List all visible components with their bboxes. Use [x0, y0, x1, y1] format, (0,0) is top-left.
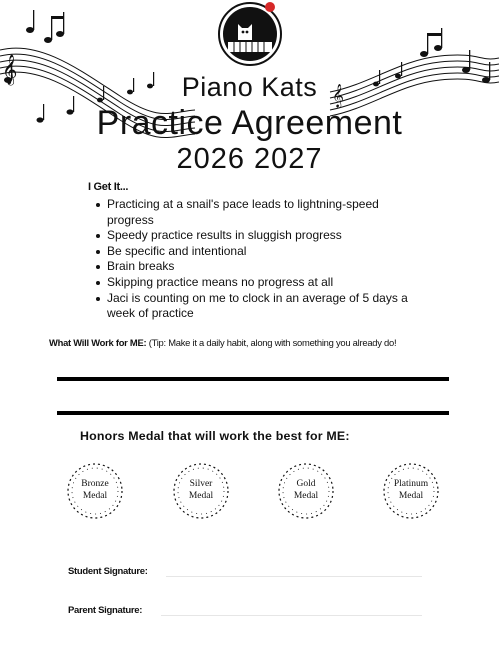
medal-name: Gold	[296, 479, 316, 489]
write-in-line-1[interactable]	[57, 377, 449, 381]
parent-signature-field[interactable]	[161, 615, 422, 616]
medal-suffix: Medal	[188, 491, 214, 501]
intro-label: I Get It...	[88, 181, 129, 193]
brand-name: Piano Kats	[181, 72, 318, 102]
list-item: Brain breaks	[91, 259, 411, 275]
medal-option-bronze[interactable]	[64, 460, 126, 522]
page-title: Practice Agreement	[96, 104, 403, 142]
medal-name: Platinum	[393, 479, 429, 489]
list-item: Be specific and intentional	[91, 244, 411, 260]
work-label: What Will Work for ME:	[49, 337, 147, 348]
svg-text:𝄞: 𝄞	[332, 83, 344, 107]
cat-piano-logo-icon	[214, 0, 286, 68]
svg-text:𝄞: 𝄞	[2, 55, 18, 85]
medal-option-gold[interactable]	[275, 460, 337, 522]
medal-name: Bronze	[81, 479, 109, 489]
write-in-line-2[interactable]	[57, 411, 449, 415]
list-item: Practicing at a snail's pace leads to lightning-speed progress	[91, 197, 411, 228]
work-tip: (Tip: Make it a daily habit, along with something you already do!	[146, 337, 397, 348]
medal-suffix: Medal	[293, 491, 319, 501]
student-signature-field[interactable]	[166, 576, 422, 577]
medal-option-platinum[interactable]	[380, 460, 442, 522]
medal-option-silver[interactable]	[170, 460, 232, 522]
parent-signature-label: Parent Signature:	[68, 605, 143, 616]
reasons-list	[91, 197, 411, 322]
student-signature-label: Student Signature:	[68, 566, 148, 577]
list-item: Skipping practice means no progress at all	[91, 275, 411, 291]
school-years: 2026 2027	[176, 143, 323, 175]
honors-medal-heading: Honors Medal that will work the best for ME:	[80, 429, 350, 443]
list-item: Speedy practice results in sluggish progress	[91, 228, 411, 244]
medal-suffix: Medal	[82, 491, 108, 501]
list-item: Jaci is counting on me to clock in an average of 5 days a week of practice	[91, 291, 411, 322]
medal-suffix: Medal	[398, 491, 424, 501]
what-will-work-prompt	[49, 337, 489, 348]
medal-name: Silver	[189, 479, 213, 489]
